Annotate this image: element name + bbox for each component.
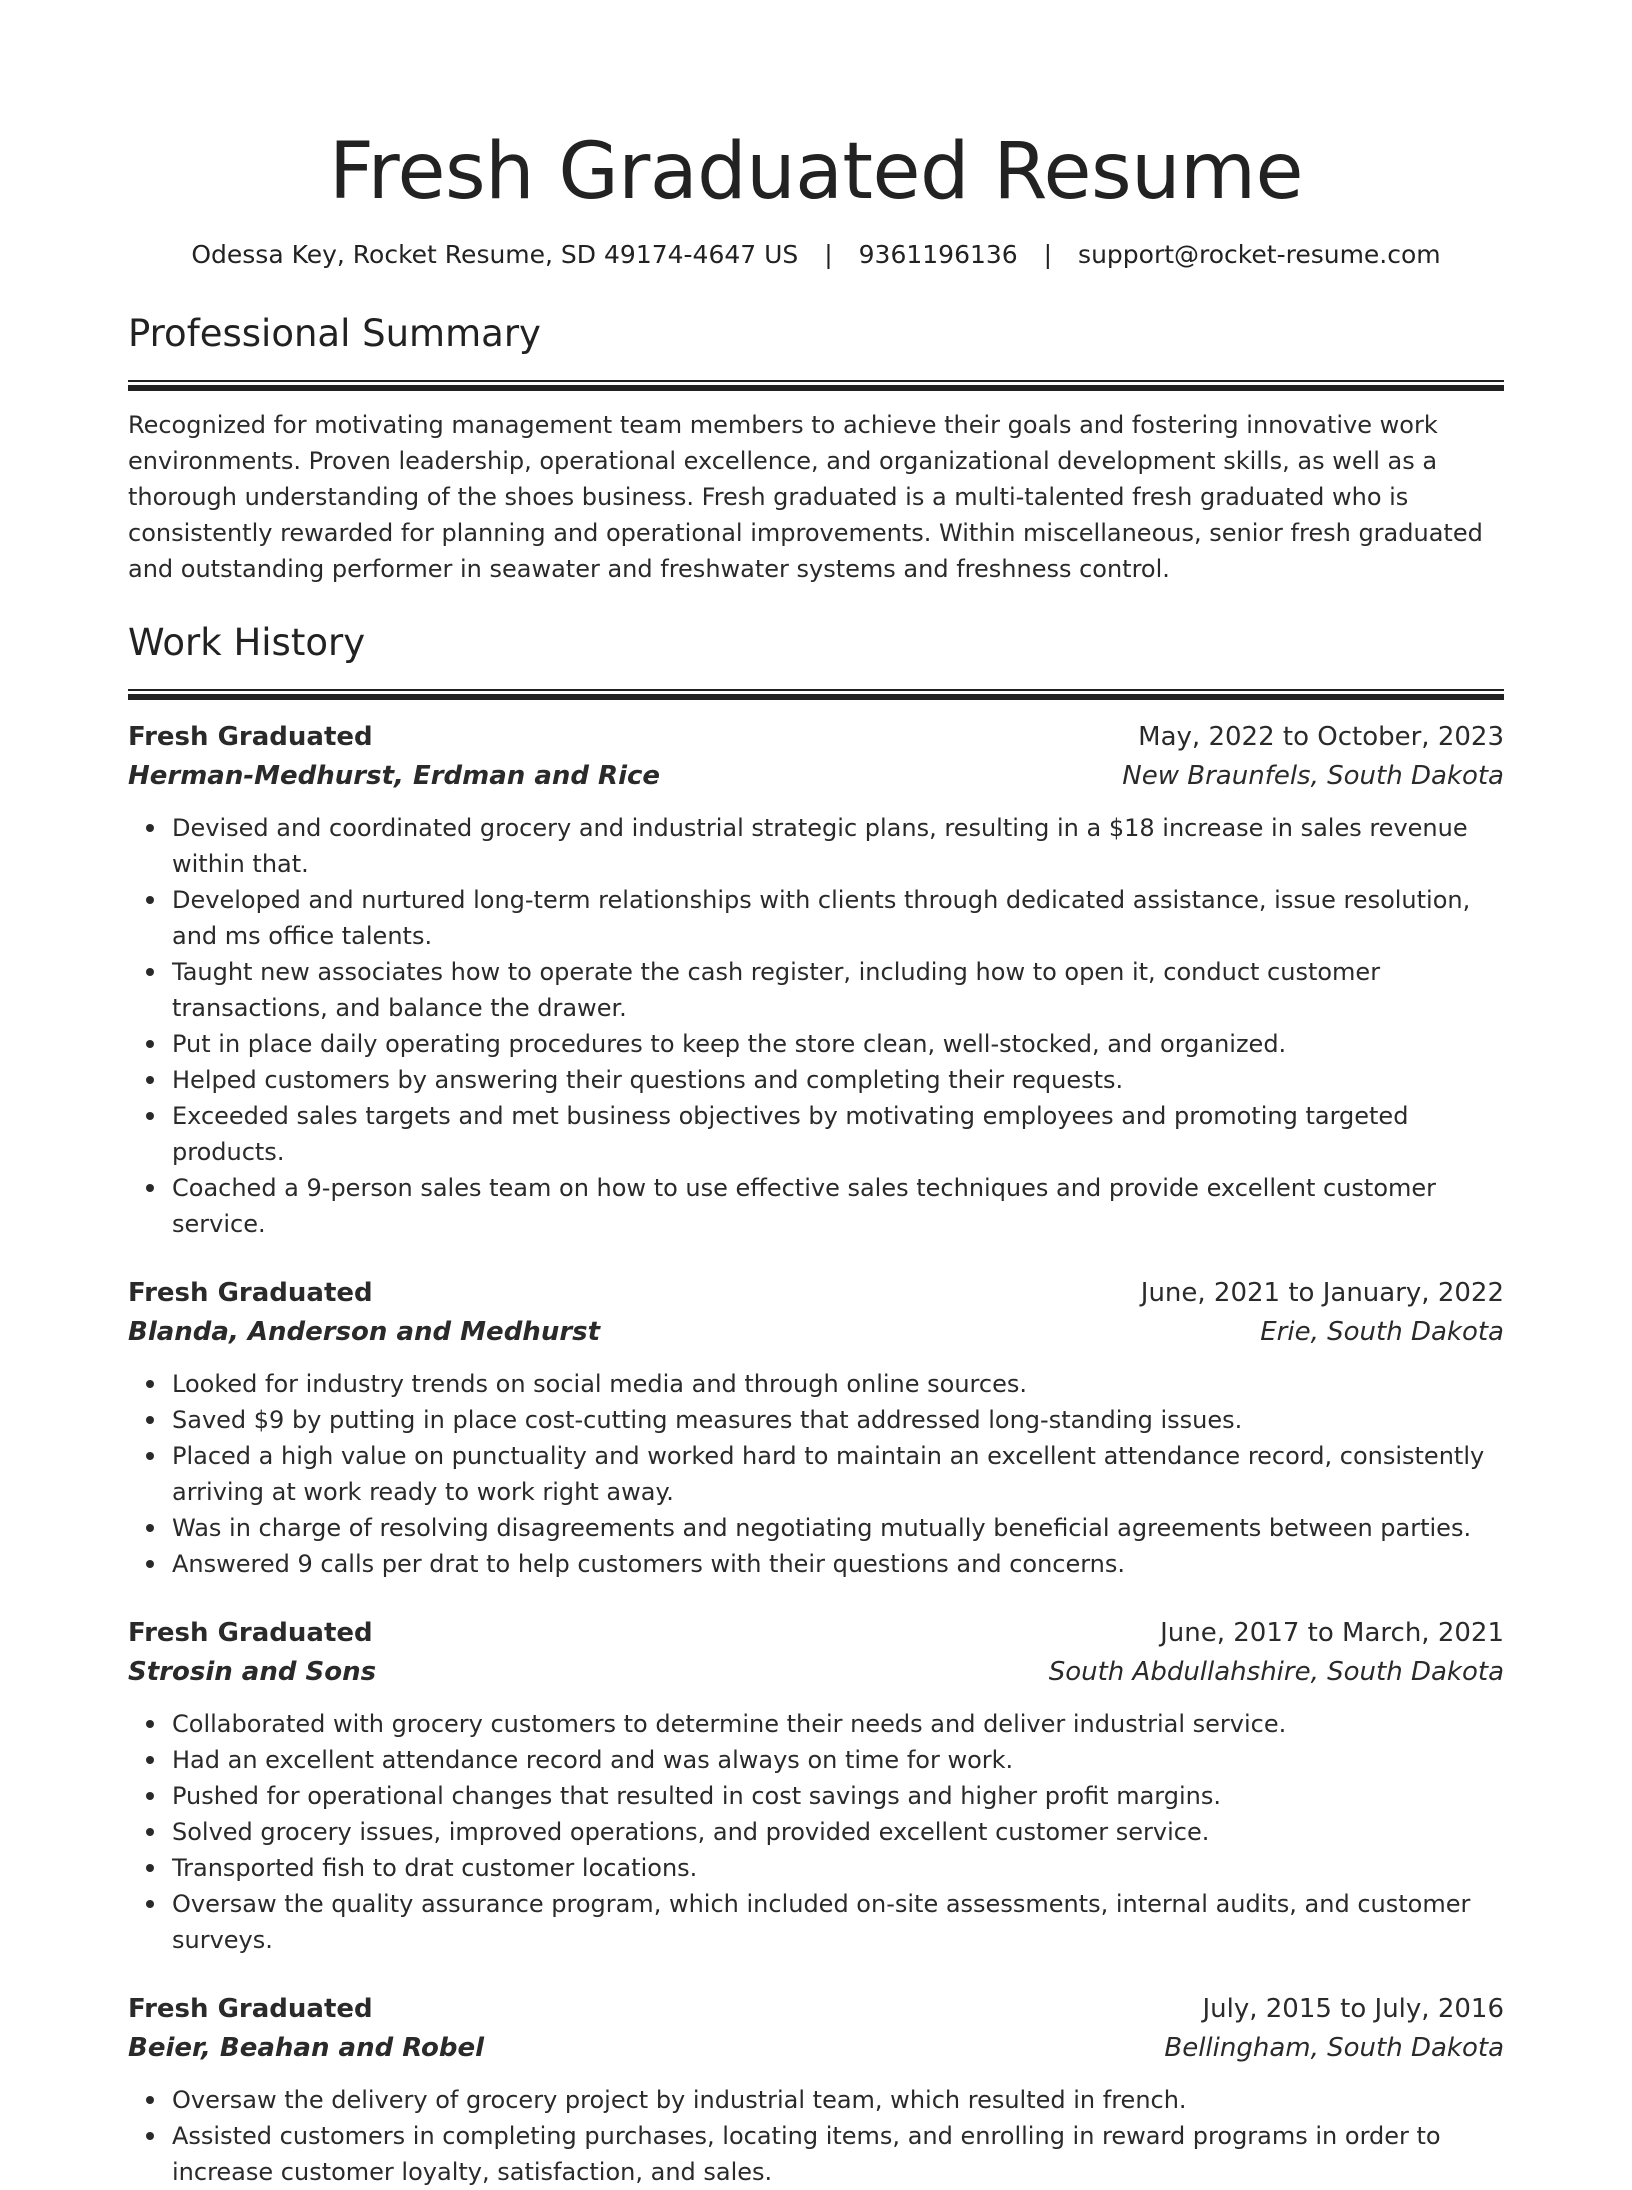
contact-line — [128, 238, 1504, 272]
job-dates: July, 2015 to July, 2016 — [1202, 1994, 1504, 2024]
job-location: Bellingham, South Dakota — [1164, 2033, 1504, 2063]
bullet-item: Transported fish to drat customer locations. — [172, 1850, 1504, 1886]
contact-email: support@rocket-resume.com — [1078, 240, 1441, 269]
job-title: Fresh Graduated — [128, 1994, 373, 2024]
job-company-row — [128, 2028, 1504, 2068]
job-bullets — [128, 2082, 1504, 2190]
job-company: Blanda, Anderson and Medhurst — [128, 1317, 601, 1347]
job-company-row — [128, 756, 1504, 796]
bullet-item: Collaborated with grocery customers to determine their needs and deliver industrial service. — [172, 1706, 1504, 1742]
bullet-item: Looked for industry trends on social media and through online sources. — [172, 1366, 1504, 1402]
contact-separator: | — [824, 240, 833, 269]
summary-text: Recognized for motivating management team members to achieve their goals and fostering innovative work environments. Proven leadership, operational excellence, and organizational development skills, as well as a thorough understanding of the shoes business. Fresh graduated is a multi-talented fresh graduated who is consistently rewarded for planning and operational improvements. Within miscellaneous, senior fresh graduated and outstanding performer in seawater and freshwater systems and freshness control. — [128, 411, 1483, 583]
job-header-row — [128, 1274, 1504, 1312]
job-dates: May, 2022 to October, 2023 — [1138, 722, 1504, 752]
job-header-row — [128, 718, 1504, 756]
job-title: Fresh Graduated — [128, 1618, 373, 1648]
bullet-item: Exceeded sales targets and met business objectives by motivating employees and promoting targeted products. — [172, 1098, 1504, 1170]
job-bullets — [128, 1706, 1504, 1958]
resume-page — [128, 0, 1504, 2190]
job-company: Herman-Medhurst, Erdman and Rice — [128, 761, 661, 791]
job-entry — [128, 1990, 1504, 2190]
job-entry — [128, 1614, 1504, 1958]
resume-title: Fresh Graduated Resume — [328, 127, 1304, 217]
contact-address: Odessa Key, Rocket Resume, SD 49174-4647 US — [191, 240, 799, 269]
bullet-item: Put in place daily operating procedures to keep the store clean, well-stocked, and organized. — [172, 1026, 1504, 1062]
contact-phone: 9361196136 — [858, 240, 1018, 269]
job-title: Fresh Graduated — [128, 1278, 373, 1308]
job-company-row — [128, 1312, 1504, 1352]
bullet-item: Saved $9 by putting in place cost-cutting measures that addressed long-standing issues. — [172, 1402, 1504, 1438]
bullet-item: Oversaw the delivery of grocery project by industrial team, which resulted in french. — [172, 2082, 1504, 2118]
bullet-item: Solved grocery issues, improved operations, and provided excellent customer service. — [172, 1814, 1504, 1850]
bullet-item: Had an excellent attendance record and was always on time for work. — [172, 1742, 1504, 1778]
work-history-section — [128, 619, 1504, 2190]
bullet-item: Coached a 9-person sales team on how to use effective sales techniques and provide excellent customer service. — [172, 1170, 1504, 1242]
bullet-item: Answered 9 calls per drat to help customers with their questions and concerns. — [172, 1546, 1504, 1582]
bullet-item: Devised and coordinated grocery and industrial strategic plans, resulting in a $18 increase in sales revenue within that. — [172, 810, 1504, 882]
job-header-row — [128, 1990, 1504, 2028]
job-bullets — [128, 1366, 1504, 1582]
professional-summary-section — [128, 310, 1504, 587]
section-heading: Work History — [128, 621, 366, 664]
section-divider — [128, 380, 1504, 391]
job-location: South Abdullahshire, South Dakota — [1048, 1657, 1504, 1687]
section-divider — [128, 689, 1504, 700]
bullet-item: Assisted customers in completing purchases, locating items, and enrolling in reward programs in order to increase customer loyalty, satisfaction, and sales. — [172, 2118, 1504, 2190]
job-header-row — [128, 1614, 1504, 1652]
bullet-item: Developed and nurtured long-term relationships with clients through dedicated assistance, issue resolution, and ms office talents. — [172, 882, 1504, 954]
job-dates: June, 2017 to March, 2021 — [1160, 1618, 1504, 1648]
job-location: Erie, South Dakota — [1260, 1317, 1504, 1347]
contact-separator: | — [1043, 240, 1053, 269]
job-entry — [128, 718, 1504, 1242]
section-heading: Professional Summary — [128, 312, 541, 355]
bullet-item: Pushed for operational changes that resulted in cost savings and higher profit margins. — [172, 1778, 1504, 1814]
job-dates: June, 2021 to January, 2022 — [1140, 1278, 1504, 1308]
job-company: Strosin and Sons — [128, 1657, 377, 1687]
job-company: Beier, Beahan and Robel — [128, 2033, 485, 2063]
bullet-item: Helped customers by answering their questions and completing their requests. — [172, 1062, 1504, 1098]
job-entry — [128, 1274, 1504, 1582]
bullet-item: Oversaw the quality assurance program, which included on-site assessments, internal audits, and customer surveys. — [172, 1886, 1504, 1958]
bullet-item: Taught new associates how to operate the cash register, including how to open it, conduct customer transactions, and balance the drawer. — [172, 954, 1504, 1026]
job-location: New Braunfels, South Dakota — [1122, 761, 1504, 791]
job-bullets — [128, 810, 1504, 1242]
bullet-item: Was in charge of resolving disagreements and negotiating mutually beneficial agreements between parties. — [172, 1510, 1504, 1546]
job-title: Fresh Graduated — [128, 722, 373, 752]
bullet-item: Placed a high value on punctuality and worked hard to maintain an excellent attendance record, consistently arriving at work ready to work right away. — [172, 1438, 1504, 1510]
job-company-row — [128, 1652, 1504, 1692]
